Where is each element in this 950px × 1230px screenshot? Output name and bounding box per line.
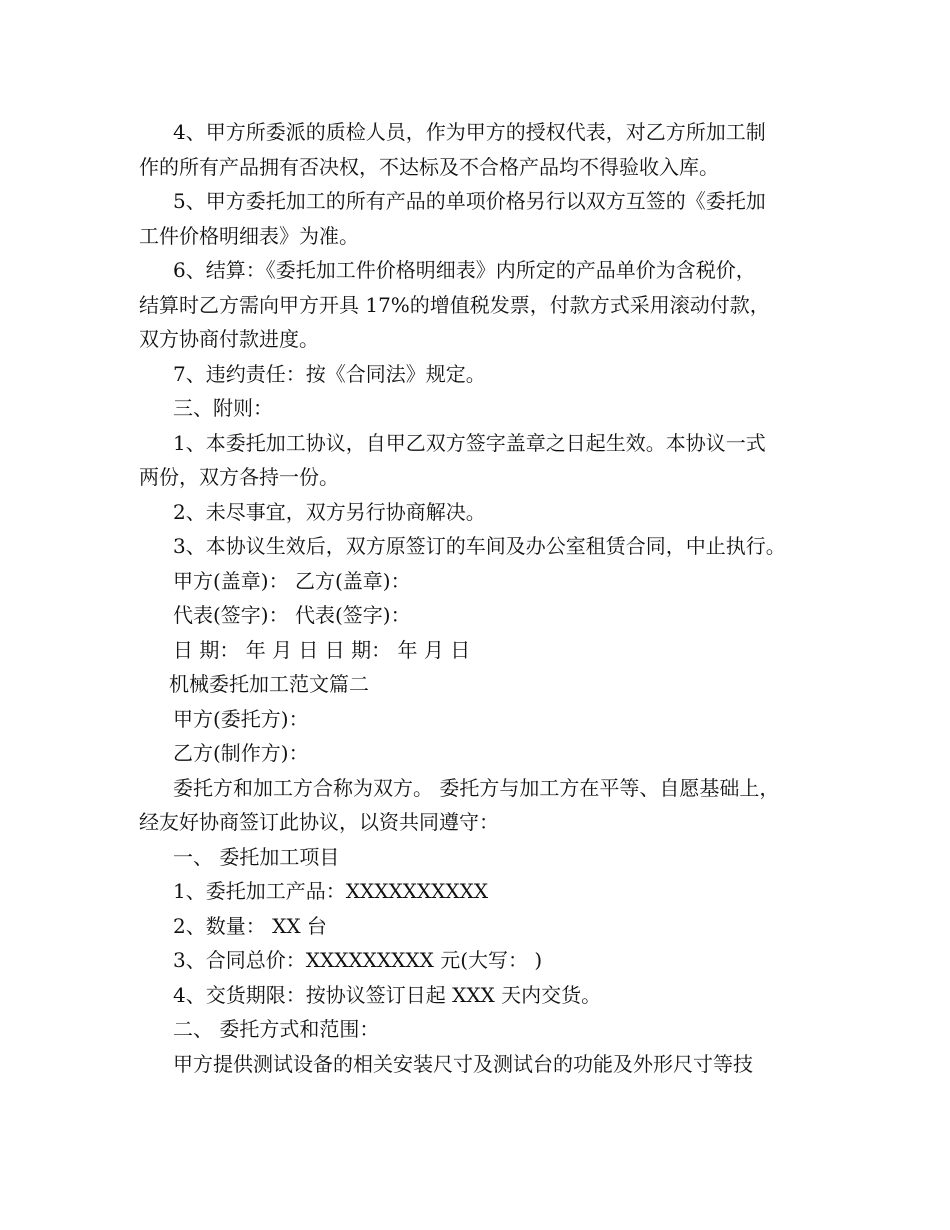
paragraph-line: 委托方和加工方合称为双方。 委托方与加工方在平等、自愿基础上， (173, 775, 780, 800)
paragraph-line: 4、甲方所委派的质检人员，作为甲方的授权代表，对乙方所加工制 (173, 120, 766, 144)
signature-line-sign: 代表(签字)： 代表(签字)： (173, 603, 411, 627)
document-body (139, 115, 839, 1081)
paragraph-line: 4、交货期限：按协议签订日起 XXX 天内交货。 (173, 982, 602, 1007)
paragraph-line: 作的所有产品拥有否决权，不达标及不合格产品均不得验收入库。 (139, 154, 719, 179)
paragraph-line: 5、甲方委托加工的所有产品的单项价格另行以双方互签的《委托加 (173, 189, 766, 213)
paragraph-line: 3、合同总价：XXXXXXXXX 元(大写： ) (173, 948, 543, 972)
paragraph-line: 3、本协议生效后，双方原签订的车间及办公室租赁合同，中止执行。 (173, 534, 786, 558)
article-title: 机械委托加工范文篇二 (169, 672, 369, 696)
paragraph-line: 2、未尽事宜，双方另行协商解决。 (173, 499, 486, 524)
paragraph-line: 2、数量： XX 台 (173, 913, 327, 938)
paragraph-line: 1、本委托加工协议，自甲乙双方签字盖章之日起生效。本协议一式 (173, 430, 766, 455)
section-heading: 一、 委托加工项目 (173, 844, 340, 869)
paragraph-line: 双方协商付款进度。 (139, 327, 319, 351)
section-heading: 二、 委托方式和范围： (173, 1017, 380, 1041)
paragraph-line: 工件价格明细表》为准。 (139, 223, 359, 248)
signature-line-seal: 甲方(盖章)： 乙方(盖章)： (173, 568, 411, 593)
paragraph-line: 经友好协商签订此协议，以资共同遵守： (139, 810, 499, 834)
signature-line-date: 日 期： 年 月 日 日 期： 年 月 日 (173, 637, 471, 662)
paragraph-line: 两份，双方各持一份。 (139, 465, 339, 489)
paragraph-line: 结算时乙方需向甲方开具 17%的增值税发票，付款方式采用滚动付款， (139, 292, 770, 317)
party-a-line: 甲方(委托方)： (173, 706, 309, 731)
paragraph-line: 甲方提供测试设备的相关安装尺寸及测试台的功能及外形尺寸等技 (173, 1051, 753, 1076)
section-heading: 三、附则： (173, 396, 273, 420)
party-b-line: 乙方(制作方)： (173, 741, 309, 765)
paragraph-line: 7、违约责任：按《合同法》规定。 (173, 361, 486, 386)
paragraph-line: 6、结算：《委托加工件价格明细表》内所定的产品单价为含税价， (173, 258, 756, 282)
paragraph-line: 1、委托加工产品：XXXXXXXXXX (173, 879, 489, 903)
